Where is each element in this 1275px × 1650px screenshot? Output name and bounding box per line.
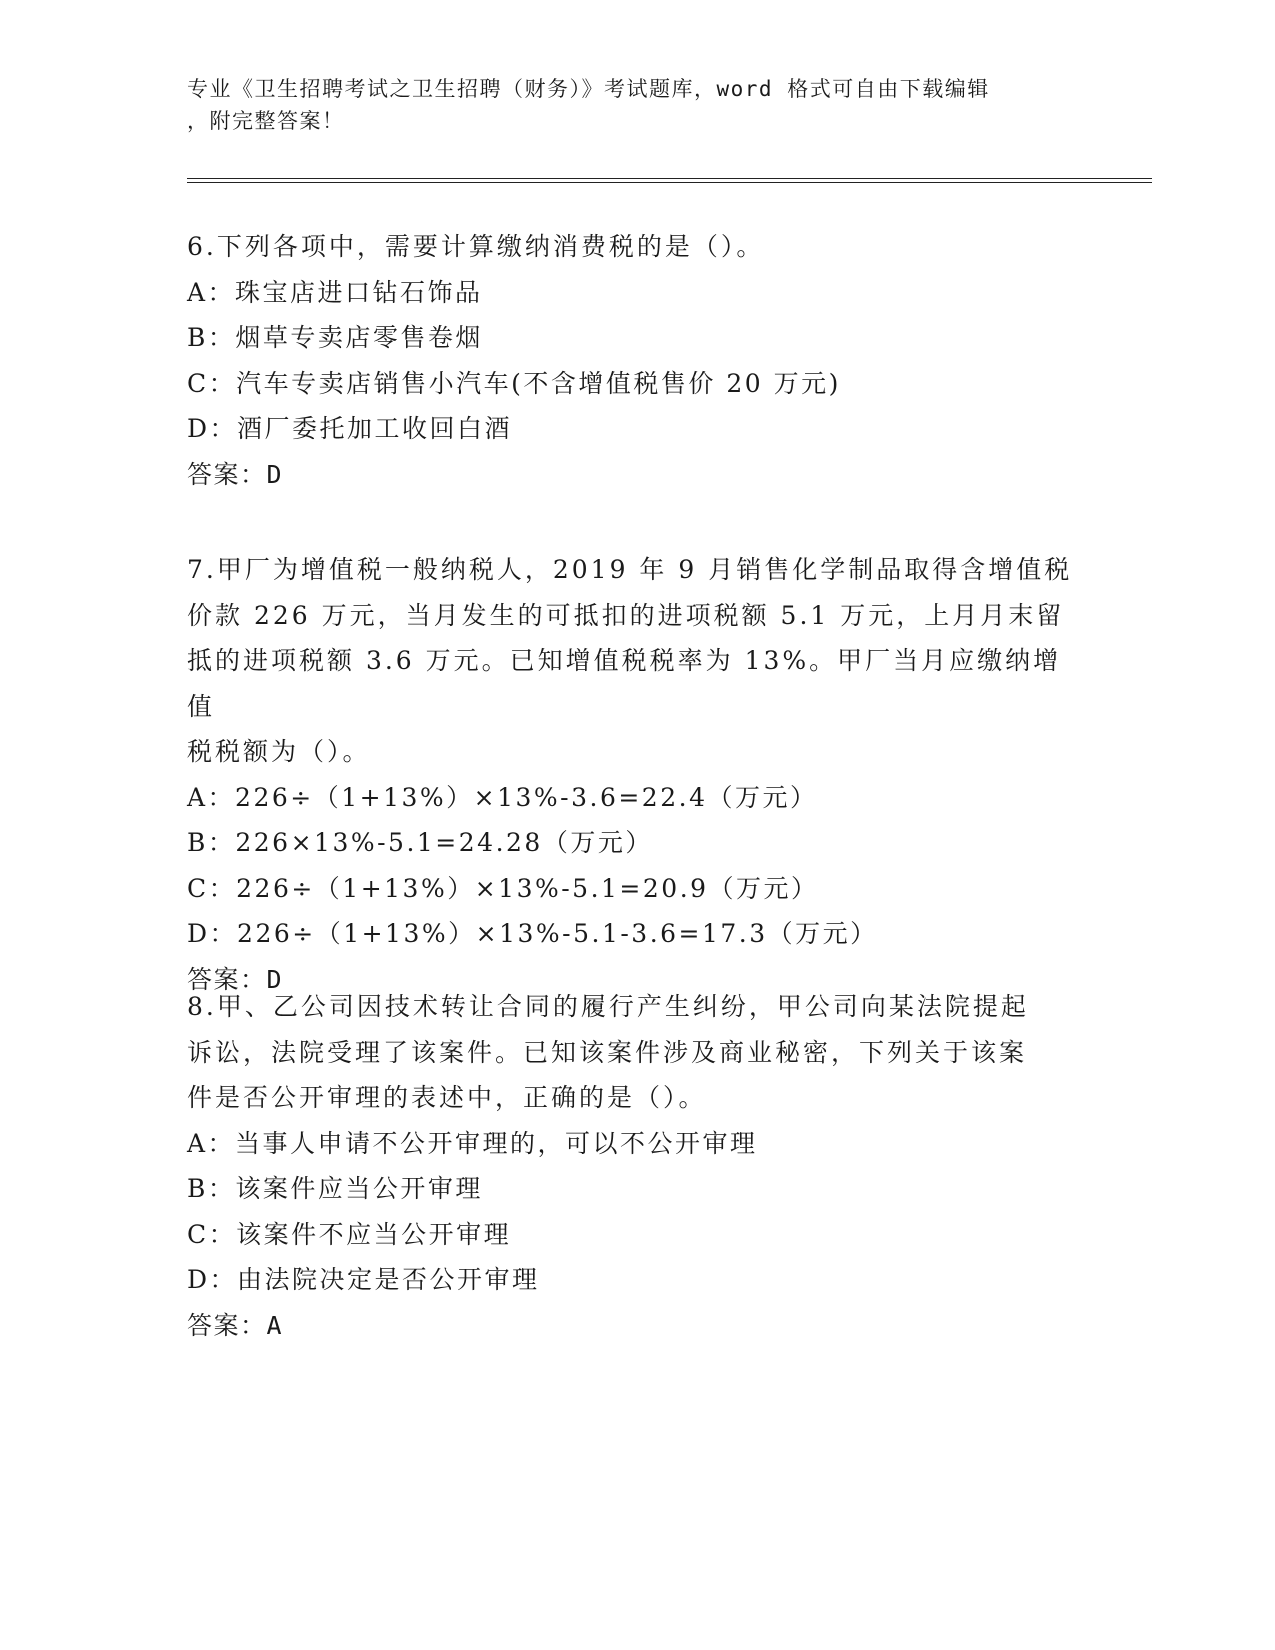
- question-stem-line: 价款 226 万元，当月发生的可抵扣的进项税额 5.1 万元，上月月末留: [187, 600, 1065, 630]
- question-stem-line: 诉讼，法院受理了该案件。已知该案件涉及商业秘密，下列关于该案: [187, 1037, 1028, 1067]
- document-header: [187, 73, 1067, 137]
- question-8: [187, 984, 1087, 1348]
- question-7: [187, 547, 1087, 1002]
- option-d: D：由法院决定是否公开审理: [187, 1265, 540, 1294]
- answer-label: 答案：A: [187, 1310, 284, 1340]
- answer-label: 答案：D: [187, 964, 284, 994]
- option-b: B：烟草专卖店零售卷烟: [187, 323, 483, 352]
- option-d: D：226÷（1+13%）×13%-5.1-3.6=17.3（万元）: [187, 919, 878, 948]
- option-d: D：酒厂委托加工收回白酒: [187, 414, 513, 443]
- question-6: [187, 224, 1087, 497]
- option-b: B：226×13%-5.1=24.28（万元）: [187, 828, 653, 857]
- option-b: B：该案件应当公开审理: [187, 1174, 483, 1203]
- header-intro-line-1: 专业《卫生招聘考试之卫生招聘（财务）》考试题库，word 格式可自由下载编辑: [187, 77, 990, 101]
- header-divider: [187, 178, 1152, 183]
- option-c: C：226÷（1+13%）×13%-5.1=20.9（万元）: [187, 873, 819, 903]
- question-stem-line: 7.甲厂为增值税一般纳税人，2019 年 9 月销售化学制品取得含增值税: [187, 555, 1073, 584]
- option-c: C：该案件不应当公开审理: [187, 1219, 512, 1249]
- answer-label: 答案：D: [187, 459, 284, 489]
- option-a: A：226÷（1+13%）×13%-3.6=22.4（万元）: [187, 782, 818, 812]
- option-c: C：汽车专卖店销售小汽车(不含增值税售价 20 万元): [187, 368, 841, 398]
- question-stem-line: 件是否公开审理的表述中，正确的是（）。: [187, 1083, 707, 1112]
- header-intro-line-2: ，附完整答案！: [187, 109, 345, 133]
- question-stem-line: 6.下列各项中，需要计算缴纳消费税的是（）。: [187, 232, 765, 261]
- question-stem-line: 8.甲、乙公司因技术转让合同的履行产生纠纷，甲公司向某法院提起: [187, 992, 1029, 1021]
- option-a: A：当事人申请不公开审理的，可以不公开审理: [187, 1128, 758, 1158]
- question-stem-line: 税税额为（）。: [187, 737, 371, 766]
- question-stem-line: 抵的进项税额 3.6 万元。已知增值税税率为 13%。甲厂当月应缴纳增值: [187, 646, 1062, 721]
- option-a: A：珠宝店进口钻石饰品: [187, 277, 483, 307]
